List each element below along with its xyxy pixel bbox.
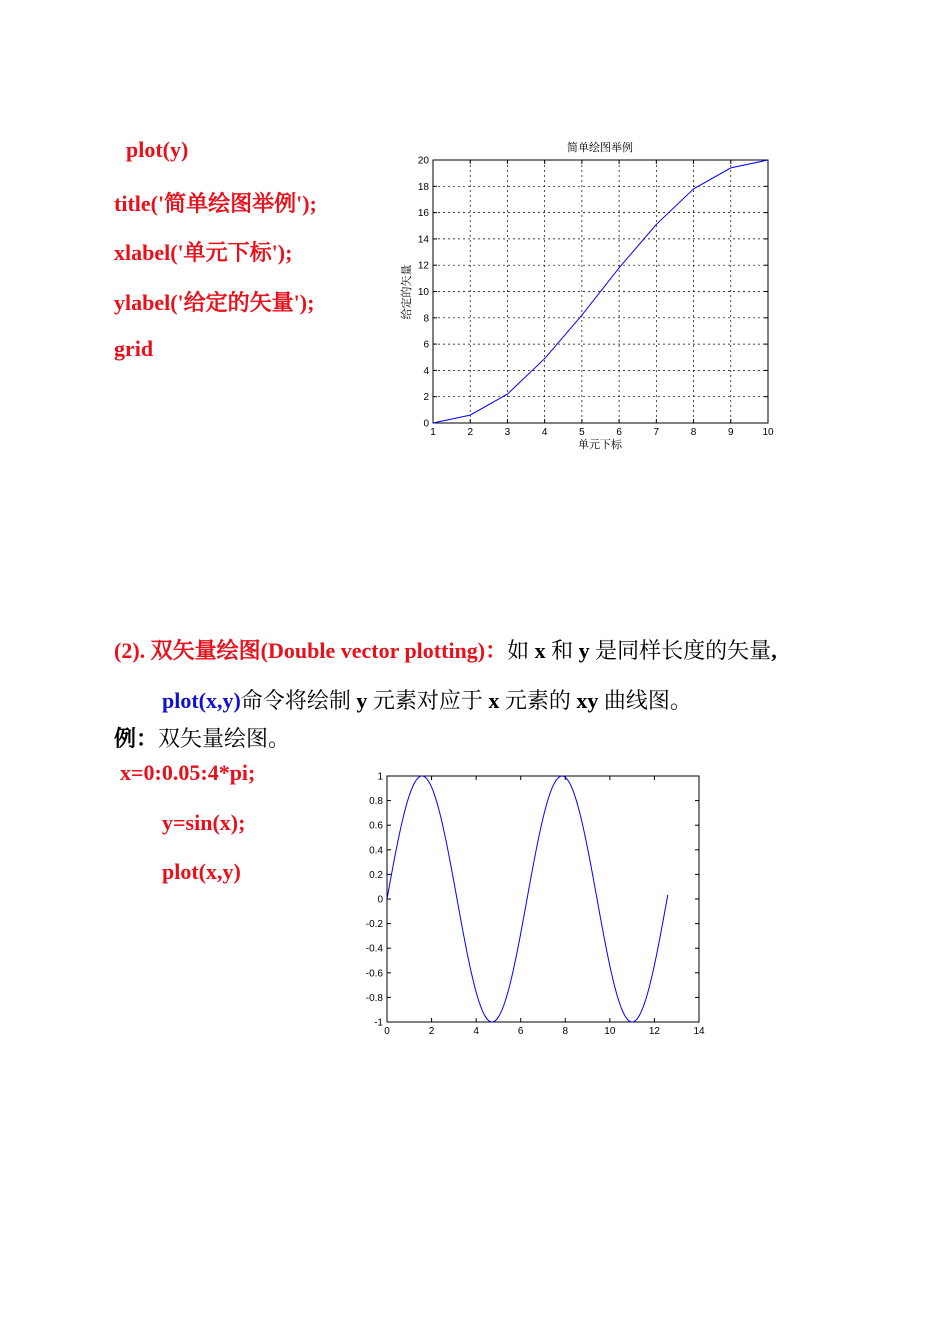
chart1-ytick-label: 6: [423, 339, 429, 351]
line2-y: y: [356, 688, 368, 713]
code-line-grid: grid: [114, 336, 154, 361]
heading-desc-comma: ,: [771, 638, 777, 663]
heading-title: 双矢量绘图(Double vector plotting): [150, 638, 486, 663]
chart2-ytick-label: -0.6: [365, 968, 383, 980]
heading-colon: ：: [485, 638, 508, 663]
chart2-xtick-label: 8: [562, 1026, 569, 1037]
chart1-xtick-label: 3: [504, 427, 511, 438]
chart2-ytick-label: 0: [377, 894, 383, 906]
code-line-xlabel: xlabel('单元下标');: [114, 240, 293, 265]
section2-heading: [114, 634, 777, 665]
chart1-ytick-label: 12: [417, 260, 429, 272]
chart2-ytick-label: 0.8: [369, 796, 383, 808]
chart-sine-plot: [350, 764, 720, 1044]
chart1-xtick-label: 1: [430, 427, 436, 438]
chart1-ytick-label: 10: [417, 287, 429, 298]
chart1-ylabel: 给定的矢量: [401, 264, 413, 320]
example-line: [114, 722, 290, 753]
chart2-ytick-label: -0.4: [365, 943, 383, 955]
line2-text-1: 命令将绘制: [240, 688, 357, 713]
code-line-y: y=sin(x);: [162, 810, 246, 835]
chart2-xtick-label: 14: [693, 1026, 705, 1037]
heading-desc-3: 是同样长度的矢量: [589, 638, 772, 663]
line2-xy: xy: [576, 688, 599, 713]
chart2-axes-box: [387, 776, 699, 1022]
chart2-ytick-label: 1: [377, 771, 383, 783]
code-line-ylabel: ylabel('给定的矢量');: [114, 290, 315, 315]
example-label: 例: [114, 726, 137, 751]
heading-desc-1: 如: [507, 638, 535, 663]
chart1-ytick-label: 2: [423, 392, 429, 404]
chart1-xtick-label: 7: [653, 427, 660, 438]
chart1-xtick-label: 2: [467, 427, 474, 438]
chart1-xtick-label: 6: [616, 427, 622, 438]
chart2-xtick-label: 10: [604, 1026, 616, 1037]
chart1-ytick-label: 4: [423, 365, 429, 377]
chart1-xtick-label: 10: [762, 427, 774, 438]
chart2-ticks: [366, 772, 705, 1038]
chart2-ytick-label: -1: [374, 1017, 383, 1029]
heading-desc-y: y: [578, 638, 590, 663]
code-line-plotxy: plot(x,y): [162, 859, 241, 884]
chart2-ytick-label: 0.4: [369, 845, 383, 857]
chart2-xtick-label: 0: [384, 1026, 390, 1037]
example-text: 双矢量绘图。: [158, 726, 291, 751]
chart2-xtick-label: 12: [648, 1026, 660, 1037]
chart1-xtick-label: 5: [579, 427, 585, 438]
chart2-xtick-label: 6: [517, 1026, 524, 1037]
code-line-plot: plot(y): [126, 137, 189, 162]
line2-x: x: [488, 688, 500, 713]
heading-number: (2).: [114, 638, 146, 663]
chart1-ytick-label: 0: [423, 418, 429, 430]
chart2-series-line: [387, 776, 668, 1022]
chart2-xtick-label: 2: [428, 1026, 435, 1037]
chart2-ytick-label: 0.2: [369, 869, 383, 881]
plotxy-command: plot(x,y): [162, 688, 241, 713]
chart2-xtick-label: 4: [473, 1026, 479, 1037]
line2-text-3: 元素的: [499, 688, 577, 713]
chart2-ytick-label: -0.8: [365, 992, 383, 1004]
chart1-ytick-label: 14: [417, 234, 429, 246]
heading-desc-x: x: [534, 638, 546, 663]
chart1-xtick-label: 8: [690, 427, 697, 438]
chart1-ytick-label: 16: [417, 208, 429, 220]
section2-line2: [162, 684, 692, 715]
example-colon: ：: [136, 726, 159, 751]
chart1-xtick-label: 4: [541, 427, 548, 438]
chart1-ytick-label: 20: [417, 155, 429, 167]
chart2-ytick-label: -0.2: [365, 919, 383, 931]
chart1-ytick-label: 18: [417, 181, 429, 193]
code-line-x: x=0:0.05:4*pi;: [120, 760, 256, 785]
chart1-ytick-label: 8: [423, 313, 429, 325]
heading-desc-2: 和: [545, 638, 579, 663]
chart1-xtick-label: 9: [727, 427, 734, 438]
line2-text-4: 曲线图。: [598, 688, 692, 713]
chart1-title: 简单绘图举例: [567, 142, 633, 154]
chart1-xlabel: 单元下标: [578, 439, 622, 451]
code-line-title: title('简单绘图举例');: [114, 191, 317, 216]
chart2-ytick-label: 0.6: [369, 820, 383, 832]
line2-text-2: 元素对应于: [367, 688, 489, 713]
chart-simple-plot: [390, 135, 790, 460]
